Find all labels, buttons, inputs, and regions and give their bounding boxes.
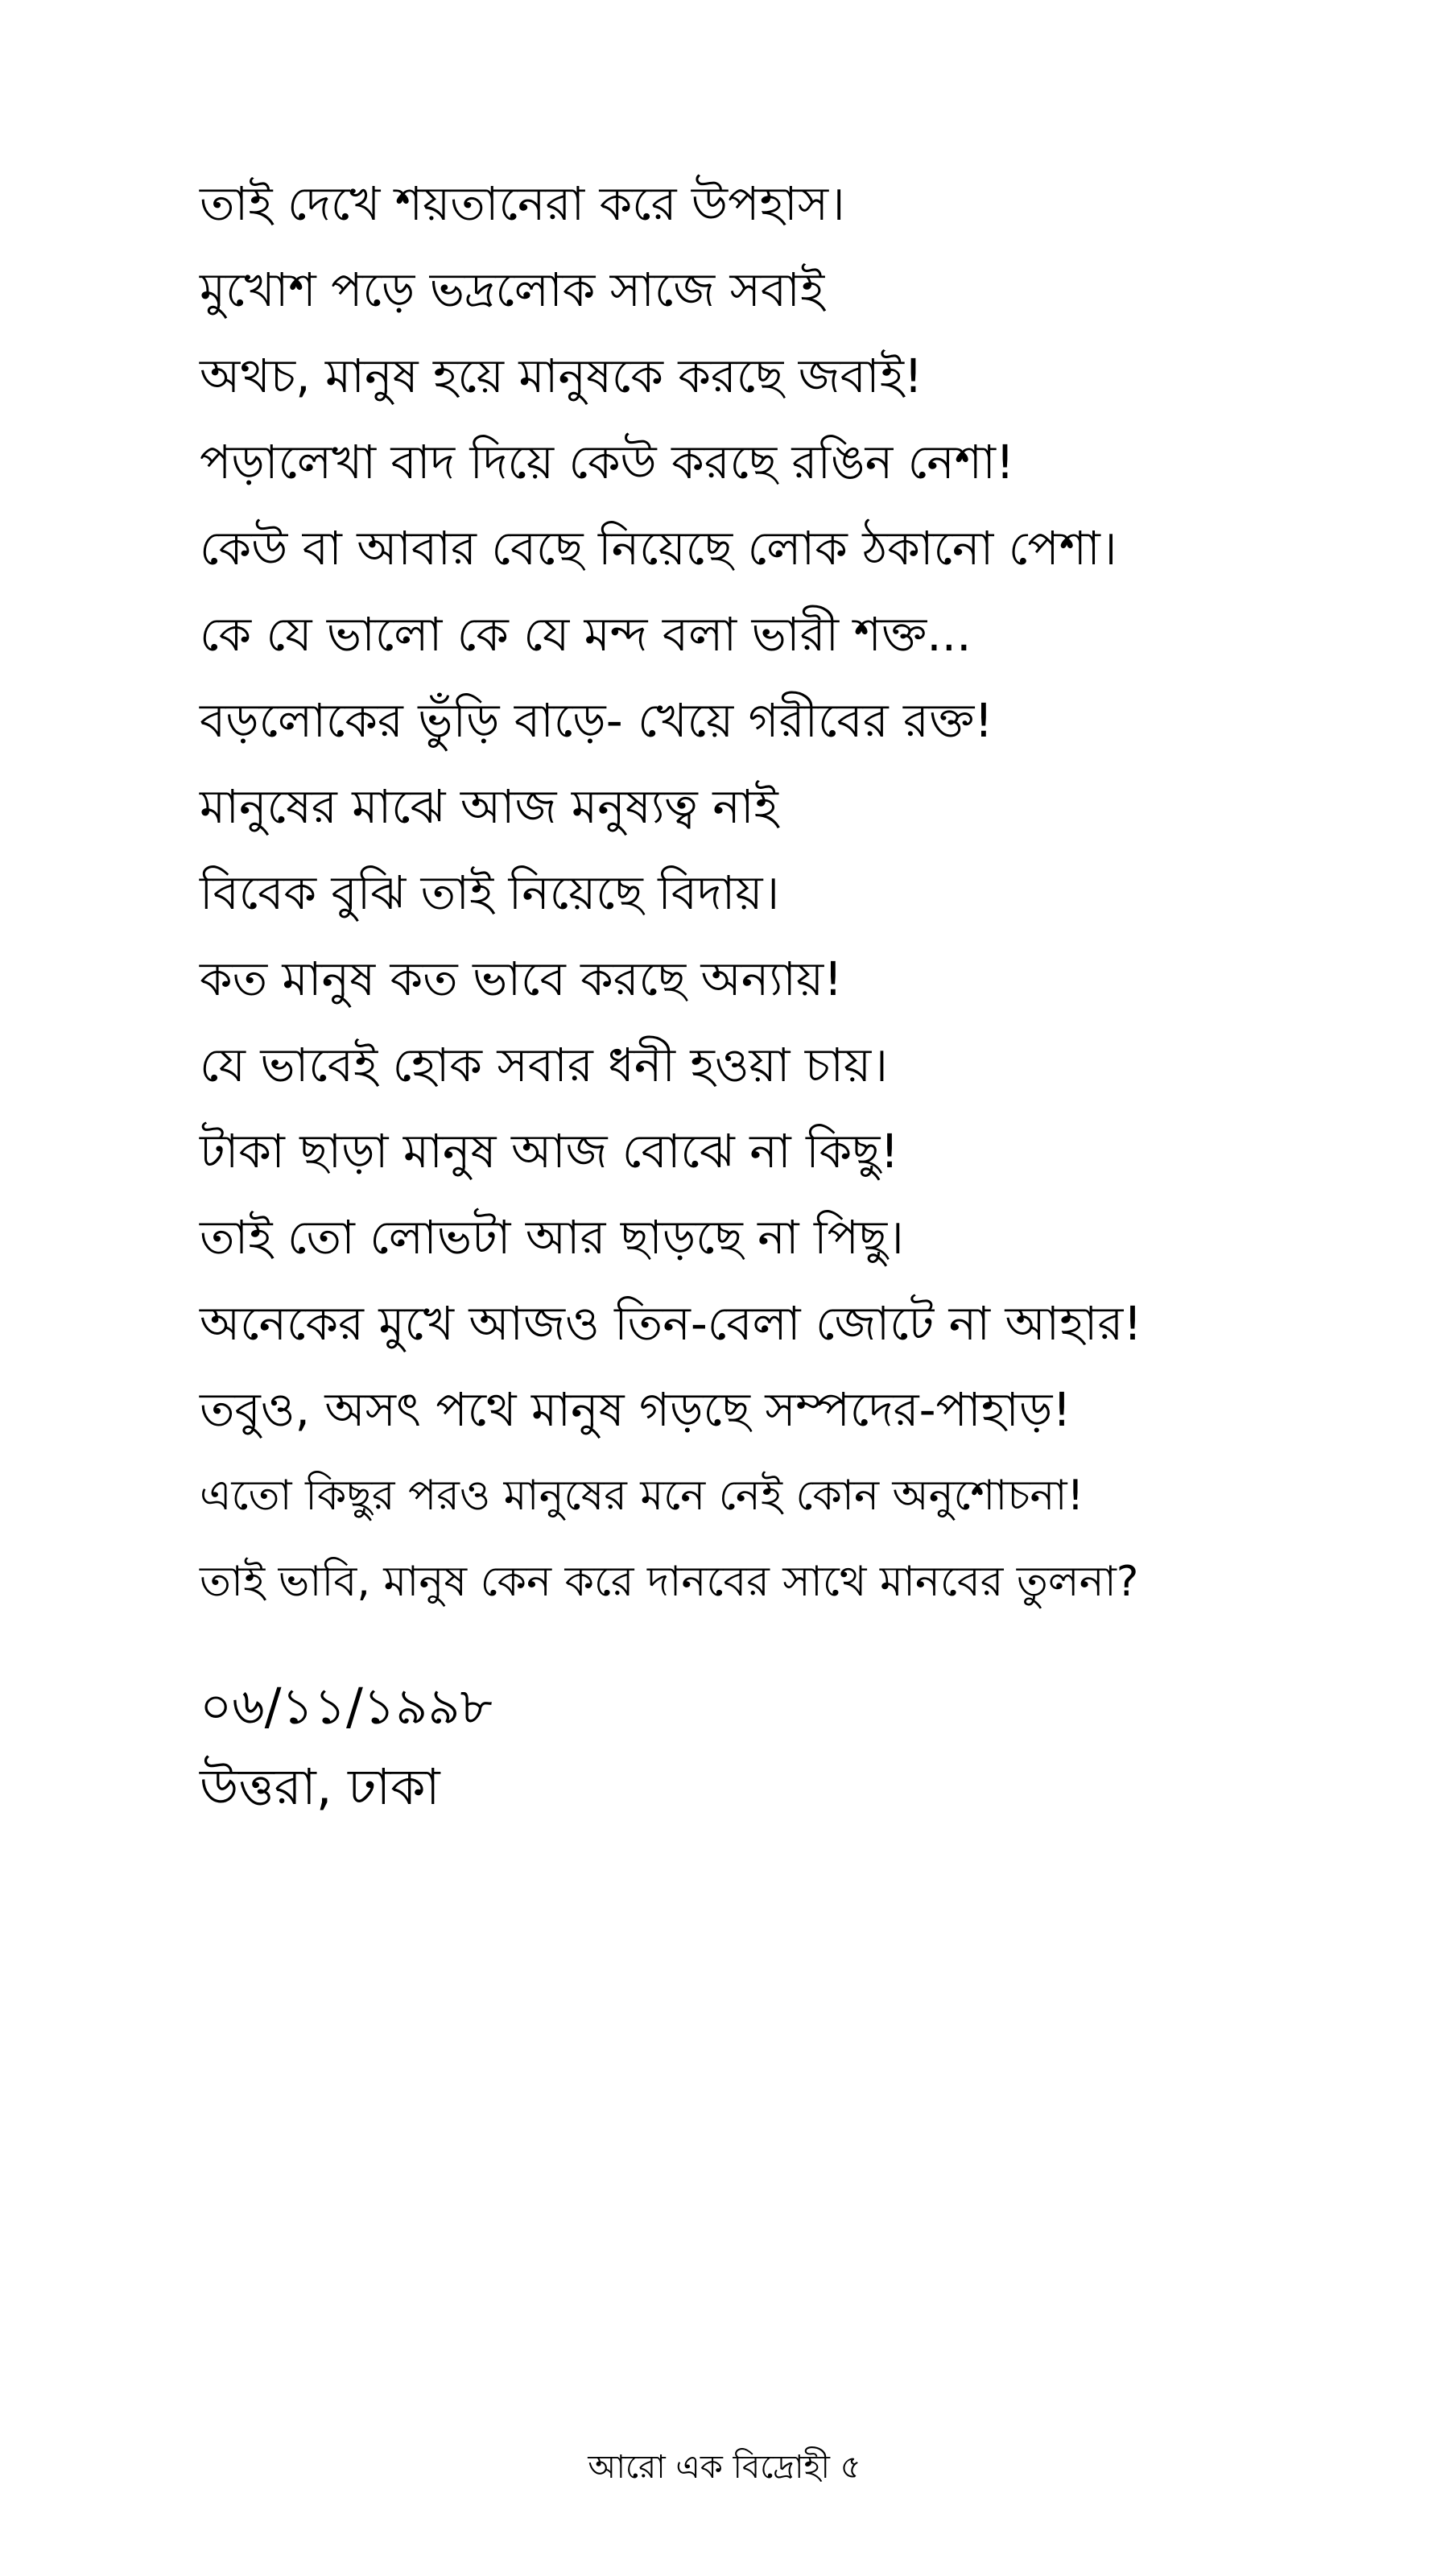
poem-line: যে ভাবেই হোক সবার ধনী হওয়া চায়। (200, 1038, 888, 1092)
poem-line: বিবেক বুঝি তাই নিয়েছে বিদায়। (200, 865, 780, 920)
poem-body (200, 161, 1343, 1625)
poem-line: অথচ, মানুষ হয়ে মানুষকে করছে জবাই! (200, 349, 923, 403)
poem-line: তাই তো লোভটা আর ছাড়ছে না পিছু। (200, 1210, 904, 1265)
poem-line: মুখোশ পড়ে ভদ্রলোক সাজে সবাই (200, 262, 825, 317)
poem-date: ০৬/১১/১৯৯৮ (200, 1677, 493, 1736)
poem-line: তবুও, অসৎ পথে মানুষ গড়ছে সম্পদের-পাহাড়! (200, 1382, 1071, 1437)
poem-line: কত মানুষ কত ভাবে করছে অন্যায়! (200, 952, 843, 1006)
poem-line: পড়ালেখা বাদ দিয়ে কেউ করছে রঙিন নেশা! (200, 435, 1015, 489)
poem-place: উত্তরা, ঢাকা (200, 1757, 440, 1816)
poem-line: মানুষের মাঝে আজ মনুষ্যত্ব নাই (200, 779, 778, 834)
poem-signature (200, 1666, 844, 1827)
poem-line: তাই ভাবি, মানুষ কেন করে দানবের সাথে মানবের তুলনা? (200, 1558, 1139, 1606)
poem-line: এতো কিছুর পরও মানুষের মনে নেই কোন অনুশোচনা! (200, 1472, 1084, 1520)
page-footer-book-title: আরো এক বিদ্রোহী ৫ (588, 2449, 861, 2486)
poem-line: বড়লোকের ভুঁড়ি বাড়ে- খেয়ে গরীবের রক্ত! (200, 693, 993, 748)
poem-line: তাই দেখে শয়তানেরা করে উপহাস। (200, 176, 845, 231)
poem-line: অনেকের মুখে আজও তিন-বেলা জোটে না আহার! (200, 1296, 1142, 1351)
poem-line: টাকা ছাড়া মানুষ আজ বোঝে না কিছু! (200, 1124, 899, 1179)
poem-line: কে যে ভালো কে যে মন্দ বলা ভারী শক্ত... (200, 607, 972, 662)
poem-line: কেউ বা আবার বেছে নিয়েছে লোক ঠকানো পেশা। (200, 521, 1117, 576)
